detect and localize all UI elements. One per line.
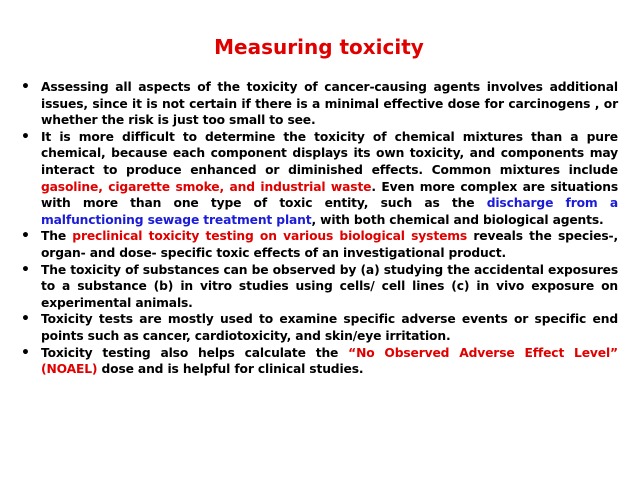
bullet-text: . Even more complex are situations with more than one type of toxic entity, such as the xyxy=(41,179,618,211)
bullet-text: reveals the species-, organ- and dose- specific toxic effects of an investigational product. xyxy=(41,229,618,260)
bullet-text: The xyxy=(41,229,73,244)
bullet-item-tests xyxy=(20,311,618,344)
bullet-item-carcinogens xyxy=(20,79,618,129)
bullet-dot-icon: • xyxy=(21,311,30,328)
highlight-preclinical: preclinical toxicity testing on various biological systems xyxy=(72,229,468,244)
bullet-text: It is more difficult to determine the toxicity of chemical mixtures than a pure chemical, because each component displays its own toxicity, and components may interact to produce enhanced or diminished effects. Common mixtures include xyxy=(41,129,618,177)
bullet-dot-icon: • xyxy=(21,79,30,95)
bullet-dot-icon: • xyxy=(21,228,30,245)
bullet-item-preclinical xyxy=(20,228,618,261)
bullet-text: , with both chemical and biological agents. xyxy=(311,212,604,227)
bullet-item-noael xyxy=(20,345,618,378)
highlight-noael: “No Observed Adverse Effect Level” (NOAEL) xyxy=(41,345,618,377)
bullet-item-observation xyxy=(20,262,618,312)
bullet-dot-icon: • xyxy=(21,128,30,145)
bullet-list xyxy=(20,79,618,378)
bullet-text: Toxicity tests are mostly used to examine specific adverse events or specific end points such as cancer, cardiotoxicity, and skin/eye irritation. xyxy=(41,312,618,343)
highlight-sewage: discharge from a malfunctioning sewage treatment plant xyxy=(41,196,618,227)
bullet-text: The toxicity of substances can be observed by (a) studying the accidental exposures to a substance (b) in vitro studies using cells/ cell lines (c) in vivo exposure on experimental animals. xyxy=(41,262,618,310)
bullet-item-mixtures xyxy=(20,129,618,229)
slide-title: Measuring toxicity xyxy=(214,35,424,59)
highlight-mixtures: gasoline, cigarette smoke, and industrial waste xyxy=(41,179,372,194)
bullet-dot-icon: • xyxy=(21,261,30,278)
bullet-dot-icon: • xyxy=(21,344,30,361)
bullet-text: Assessing all aspects of the toxicity of cancer-causing agents involves additional issues, since it is not certain if there is a minimal effective dose for carcinogens , or whether the risk is just too small to see. xyxy=(41,80,618,128)
bullet-text: Toxicity testing also helps calculate the xyxy=(41,345,349,360)
bullet-text: dose and is helpful for clinical studies. xyxy=(97,362,364,377)
